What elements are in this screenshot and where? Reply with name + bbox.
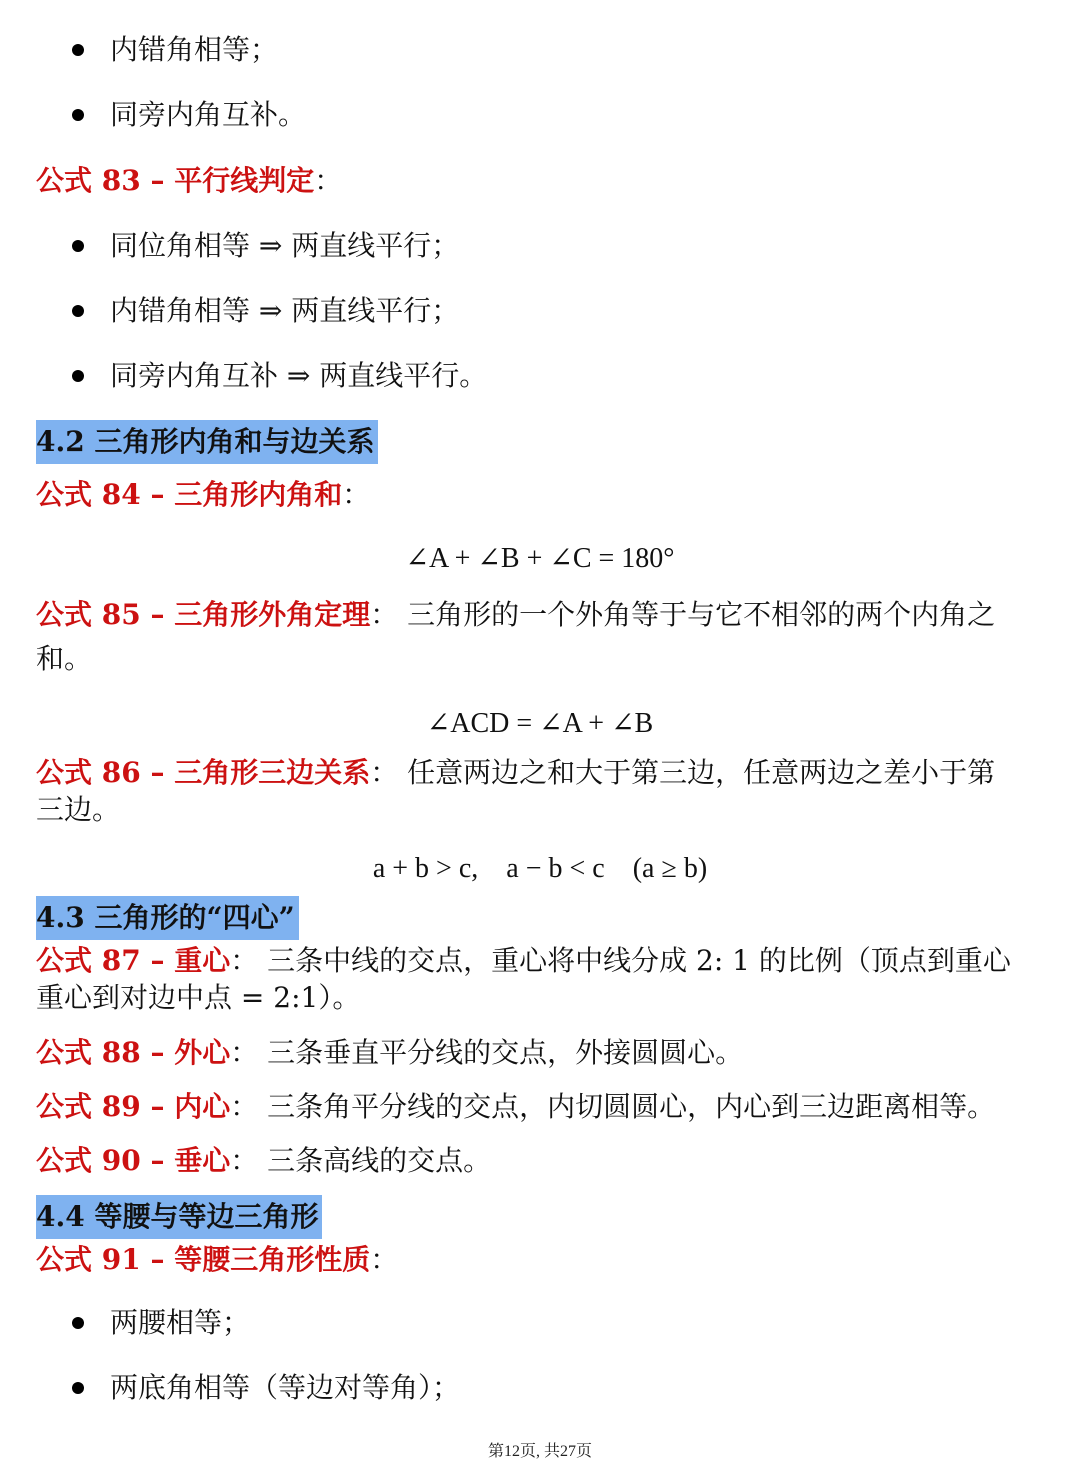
formula-84-header xyxy=(36,477,370,513)
formula-83-header xyxy=(36,163,342,199)
formula-text: 三条高线的交点。 xyxy=(258,1144,492,1177)
page-footer: 第12页, 共27页 xyxy=(487,1443,592,1460)
bullet-icon xyxy=(72,1317,84,1329)
formula-text: 三条垂直平分线的交点，外接圆圆心。 xyxy=(258,1036,744,1069)
bullet-icon xyxy=(72,305,84,317)
bullet-icon xyxy=(72,44,84,56)
list-item-text: 同旁内角互补。 xyxy=(110,98,307,131)
formula-88-line xyxy=(36,1035,743,1071)
section-heading-text: 4.2 三角形内角和与边关系 xyxy=(36,425,375,458)
formula-84-math: ∠A + ∠B + ∠C = 180° xyxy=(405,543,675,574)
formula-label: 公式 90 – 垂心 xyxy=(36,1144,231,1177)
bullet-icon xyxy=(72,109,84,121)
formula-separator: ： xyxy=(370,1243,399,1276)
formula-label: 公式 89 – 内心 xyxy=(36,1090,231,1123)
formula-87-continuation: 重心到对边中点 = 2:1）。 xyxy=(36,981,361,1014)
formula-89-line xyxy=(36,1089,995,1125)
bullet-icon xyxy=(72,1382,84,1394)
formula-85-line xyxy=(36,597,995,633)
list-item xyxy=(72,97,306,133)
list-item xyxy=(72,1305,250,1341)
bullet-icon xyxy=(72,370,84,382)
list-item-text: 同旁内角互补 ⇒ 两直线平行。 xyxy=(110,359,488,392)
list-item xyxy=(72,228,459,264)
section-heading-4-2 xyxy=(36,420,378,464)
list-item-text: 同位角相等 ⇒ 两直线平行； xyxy=(110,229,460,262)
section-heading-text: 4.4 等腰与等边三角形 xyxy=(36,1200,319,1233)
list-item-text: 内错角相等； xyxy=(110,33,279,66)
formula-separator: ： xyxy=(230,944,259,977)
formula-text: 三条中线的交点，重心将中线分成 2: 1 的比例（顶点到重心 xyxy=(258,944,1011,977)
formula-label: 公式 86 – 三角形三边关系 xyxy=(36,756,371,789)
formula-85-math: ∠ACD = ∠A + ∠B xyxy=(426,708,654,739)
formula-separator: ： xyxy=(230,1144,259,1177)
formula-separator: ： xyxy=(314,164,343,197)
bullet-icon xyxy=(72,240,84,252)
formula-text: 三条角平分线的交点，内切圆圆心，内心到三边距离相等。 xyxy=(258,1090,996,1123)
formula-label: 公式 85 – 三角形外角定理 xyxy=(36,598,371,631)
formula-86-line xyxy=(36,755,995,791)
formula-85-continuation: 和。 xyxy=(36,642,93,675)
list-item-text: 两底角相等（等边对等角）； xyxy=(110,1371,461,1404)
formula-87-line xyxy=(36,943,1011,979)
formula-text: 三角形的一个外角等于与它不相邻的两个内角之 xyxy=(398,598,996,631)
formula-text: 任意两边之和大于第三边，任意两边之差小于第 xyxy=(398,756,996,789)
formula-label: 公式 88 – 外心 xyxy=(36,1036,231,1069)
formula-separator: ： xyxy=(230,1090,259,1123)
formula-separator: ： xyxy=(370,598,399,631)
list-item xyxy=(72,1370,460,1406)
list-item xyxy=(72,293,459,329)
list-item xyxy=(72,358,487,394)
section-heading-4-3 xyxy=(36,896,299,940)
formula-separator: ： xyxy=(342,478,371,511)
formula-86-continuation: 三边。 xyxy=(36,793,121,826)
formula-91-header xyxy=(36,1242,398,1278)
section-heading-4-4 xyxy=(36,1195,322,1239)
section-heading-text: 4.3 三角形的“四心” xyxy=(36,901,295,934)
list-item-text: 两腰相等； xyxy=(110,1306,251,1339)
formula-90-line xyxy=(36,1143,491,1179)
formula-86-math: a + b > c, a − b < c (a ≥ b) xyxy=(372,853,708,884)
formula-label: 公式 83 – 平行线判定 xyxy=(36,164,315,197)
list-item xyxy=(72,32,278,68)
formula-label: 公式 84 – 三角形内角和 xyxy=(36,478,343,511)
formula-label: 公式 91 – 等腰三角形性质 xyxy=(36,1243,371,1276)
formula-separator: ： xyxy=(370,756,399,789)
list-item-text: 内错角相等 ⇒ 两直线平行； xyxy=(110,294,460,327)
formula-label: 公式 87 – 重心 xyxy=(36,944,231,977)
formula-separator: ： xyxy=(230,1036,259,1069)
